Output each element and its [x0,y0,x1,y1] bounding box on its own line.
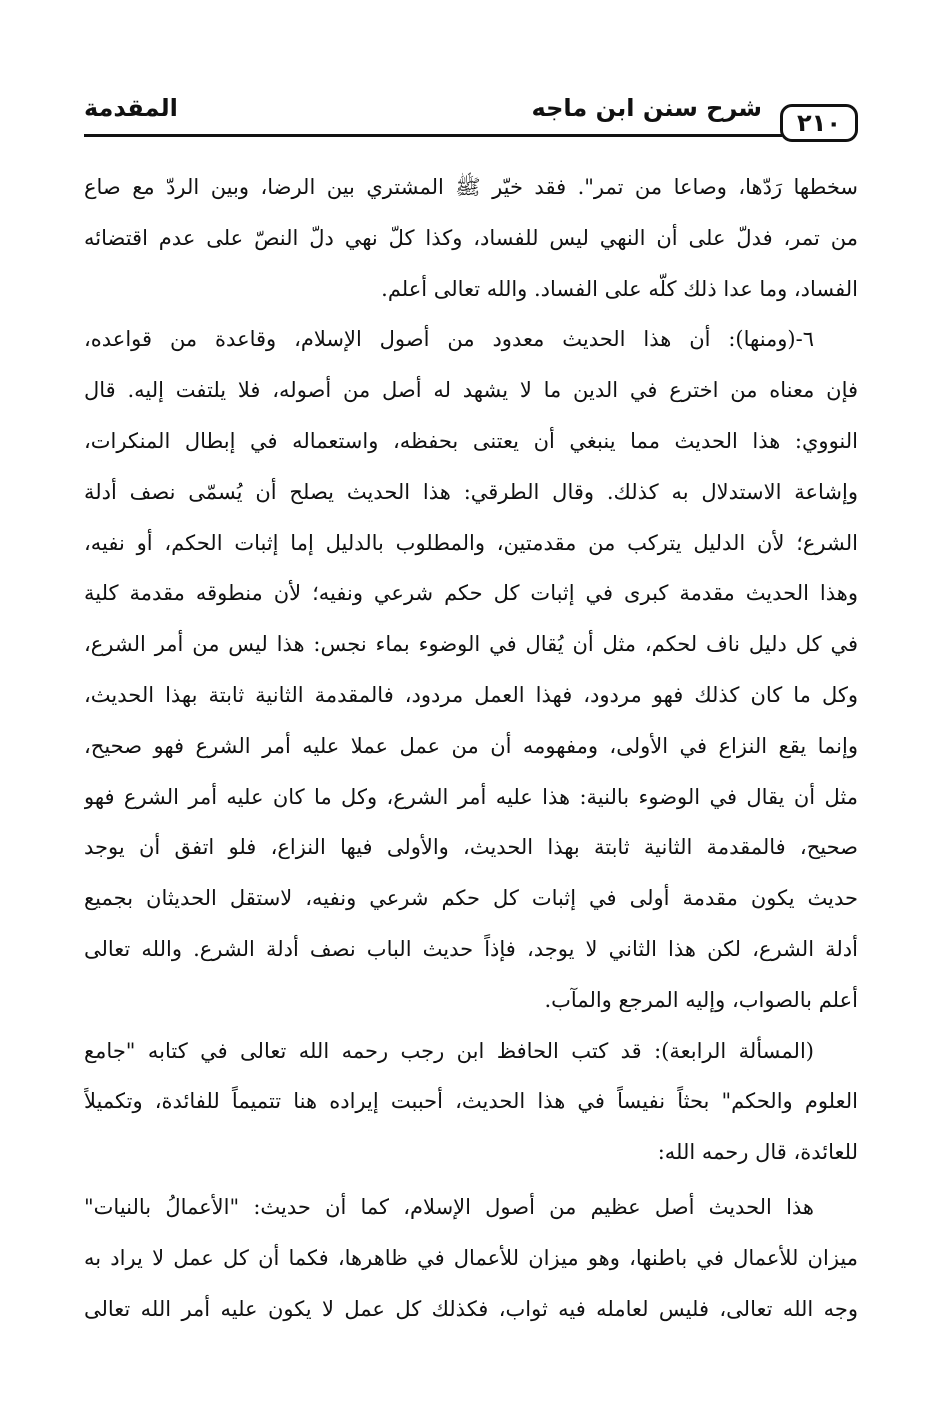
text-line: من تمر، فدلّ على أن النهي ليس للفساد، وكذا كلّ نهي دلّ النصّ على عدم اقتضائه [84,225,858,250]
text-line: الفساد، وما عدا ذلك كلّه على الفساد. والله تعالى أعلم. [381,276,858,301]
text-line: سخطها رَدّها، وصاعا من تمر". فقد خيّر ﷺ المشتري بين الرضا، وبين الردّ مع صاع [84,175,858,199]
section-title: المقدمة [84,94,178,122]
text-line: مثل أن يقال في الوضوء بالنية: هذا عليه أمر الشرع، وكل ما كان عليه أمر الشرع فهو [84,784,858,809]
text-line: حديث يكون مقدمة أولى في إثبات كل حكم شرعي ونفيه، لاستقل الحديثان بجميع [84,886,858,911]
text-line: وكل ما كان كذلك فهو مردود، فهذا العمل مردود، فالمقدمة الثانية ثابتة بهذا الحديث، [84,682,858,707]
text-line: النووي: هذا الحديث مما ينبغي أن يعتنى بحفظه، واستعماله في إبطال المنكرات، [84,428,858,453]
book-title: شرح سنن ابن ماجه [531,94,762,122]
text-line: فإن معناه من اخترع في الدين ما لا يشهد له أصل من أصوله، فلا يلتفت إليه. قال [84,378,858,403]
text-line: صحيح، فالمقدمة الثانية ثابتة بهذا الحديث، والأولى فيها النزاع، فلو اتفق أن يوجد [84,835,858,860]
text-line: الشرع؛ لأن الدليل يتركب من مقدمتين، والمطلوب بالدليل إما إثبات الحكم، أو نفيه، [84,530,858,555]
text-line: وإنما يقع النزاع في الأولى، ومفهومه أن من عمل عملا عليه أمر الشرع فهو صحيح، [84,733,858,758]
text-line: العلوم والحكم" بحثاً نفيساً في هذا الحديث، أحببت إيراده هنا تتميماً للفائدة، وتكميلاً [84,1089,858,1114]
text-line: أدلة الشرع، لكن هذا الثاني لا يوجد، فإذاً حديث الباب نصف أدلة الشرع. والله تعالى [84,936,858,961]
text-line: ميزان للأعمال في باطنها، وهو ميزان للأعمال في ظاهرها، فكما أن كل عمل لا يراد به [84,1245,858,1270]
text-line: أعلم بالصواب، وإليه المرجع والمآب. [544,987,858,1012]
text-line: هذا الحديث أصل عظيم من أصول الإسلام، كما أن حديث: "الأعمالُ بالنيات" [84,1194,814,1219]
header-rule [84,134,782,137]
page-number-box: ٢١٠ [780,104,858,142]
text-line: وإشاعة الاستدلال به كذلك. وقال الطرقي: هذا الحديث يصلح أن يُسمّى نصف أدلة [84,479,858,504]
body-text [84,162,858,1334]
text-line: وهذا الحديث مقدمة كبرى في إثبات كل حكم شرعي ونفيه؛ لأن منطوقه مقدمة كلية [84,581,858,606]
text-line: للعائدة، قال رحمه الله: [657,1140,858,1165]
text-line: وجه الله تعالى، فليس لعامله فيه ثواب، فكذلك كل عمل لا يكون عليه أمر الله تعالى [84,1296,858,1321]
page-header [84,88,858,150]
text-line: (المسألة الرابعة): قد كتب الحافظ ابن رجب رحمه الله تعالى في كتابه "جامع [84,1038,814,1063]
text-line: ٦-(ومنها): أن هذا الحديث معدود من أصول الإسلام، وقاعدة من قواعده، [84,327,814,352]
text-line: في كل دليل ناف لحكم، مثل أن يُقال في الوضوء بماء نجس: هذا ليس من أمر الشرع، [84,632,858,657]
